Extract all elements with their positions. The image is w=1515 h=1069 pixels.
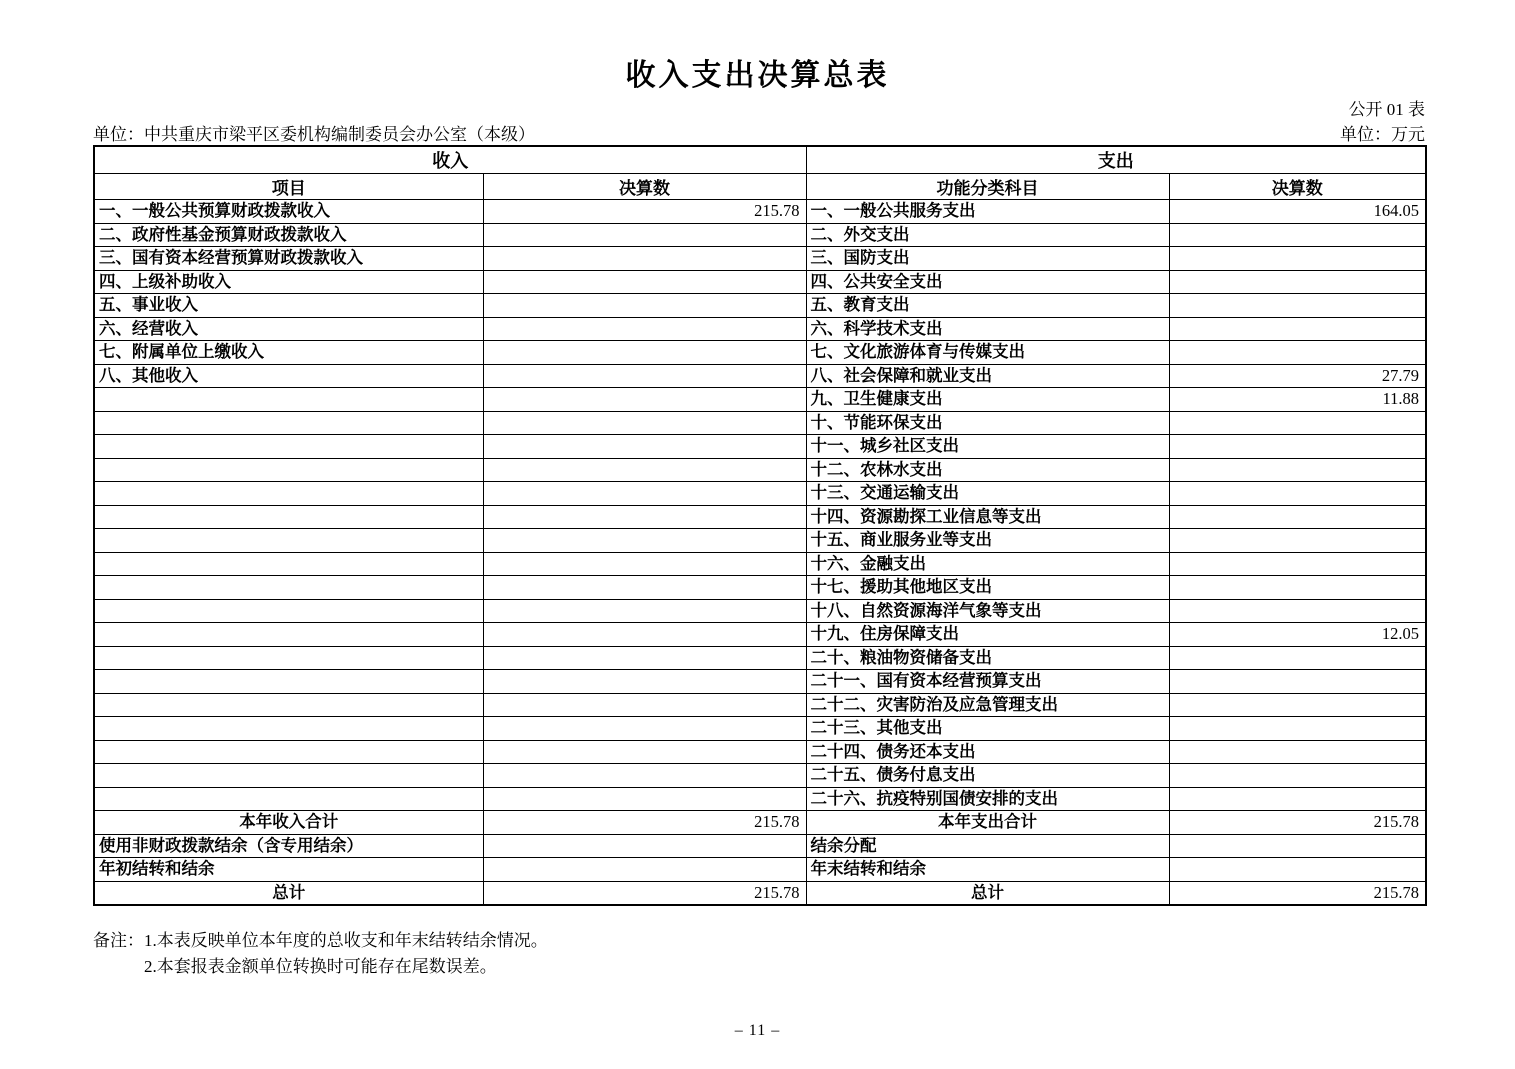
expense-item-cell: 总计	[806, 881, 1169, 905]
expense-item-cell: 十八、自然资源海洋气象等支出	[806, 599, 1169, 623]
note-1-text: 1.本表反映单位本年度的总收支和年末结转结余情况。	[144, 931, 548, 950]
expense-item-cell: 四、公共安全支出	[806, 270, 1169, 294]
table-row	[94, 623, 1426, 647]
income-amount-cell	[483, 458, 806, 482]
expense-amount-cell	[1169, 505, 1426, 529]
expense-amount-cell	[1169, 270, 1426, 294]
table-row	[94, 740, 1426, 764]
income-item-cell	[94, 505, 483, 529]
table-row	[94, 576, 1426, 600]
income-amount-cell	[483, 411, 806, 435]
table-row	[94, 670, 1426, 694]
notes-block	[93, 928, 548, 980]
income-amount-cell	[483, 787, 806, 811]
expense-item-cell: 十二、农林水支出	[806, 458, 1169, 482]
expense-item-cell: 二、外交支出	[806, 223, 1169, 247]
expense-amount-cell	[1169, 599, 1426, 623]
table-row	[94, 717, 1426, 741]
expense-item-cell: 本年支出合计	[806, 811, 1169, 835]
income-item-cell	[94, 411, 483, 435]
table-row	[94, 552, 1426, 576]
expense-item-cell: 结余分配	[806, 834, 1169, 858]
income-amount-cell	[483, 341, 806, 365]
expense-amount-cell	[1169, 247, 1426, 271]
income-item-cell	[94, 529, 483, 553]
expense-amount-cell	[1169, 294, 1426, 318]
income-amount-cell	[483, 223, 806, 247]
income-amount-cell	[483, 740, 806, 764]
expense-amount-cell	[1169, 787, 1426, 811]
income-item-cell	[94, 717, 483, 741]
income-amount-cell: 215.78	[483, 811, 806, 835]
expense-item-cell: 二十六、抗疫特别国债安排的支出	[806, 787, 1169, 811]
income-amount-cell: 215.78	[483, 200, 806, 224]
table-row	[94, 787, 1426, 811]
table-row	[94, 529, 1426, 553]
income-item-cell: 七、附属单位上缴收入	[94, 341, 483, 365]
income-item-cell	[94, 646, 483, 670]
income-amount-cell	[483, 388, 806, 412]
table-row	[94, 458, 1426, 482]
page-number: – 11 –	[734, 1022, 781, 1039]
table-row	[94, 834, 1426, 858]
expense-amount-cell	[1169, 858, 1426, 882]
unit-header-row	[93, 120, 1425, 145]
income-item-cell: 一、一般公共预算财政拨款收入	[94, 200, 483, 224]
income-amount-cell	[483, 858, 806, 882]
income-item-cell	[94, 482, 483, 506]
expense-amount-cell	[1169, 576, 1426, 600]
income-item-column-header: 项目	[94, 174, 483, 200]
income-item-cell	[94, 458, 483, 482]
table-row	[94, 599, 1426, 623]
table-row	[94, 881, 1426, 905]
expense-amount-cell	[1169, 411, 1426, 435]
expense-item-cell: 十一、城乡社区支出	[806, 435, 1169, 459]
expense-section-header: 支出	[806, 146, 1426, 174]
table-row	[94, 223, 1426, 247]
income-item-cell	[94, 740, 483, 764]
expense-amount-cell	[1169, 435, 1426, 459]
income-amount-cell: 215.78	[483, 881, 806, 905]
income-amount-cell	[483, 670, 806, 694]
income-item-cell: 八、其他收入	[94, 364, 483, 388]
income-amount-cell	[483, 623, 806, 647]
expense-amount-cell: 11.88	[1169, 388, 1426, 412]
income-item-cell	[94, 787, 483, 811]
expense-item-cell: 年末结转和结余	[806, 858, 1169, 882]
income-item-cell: 五、事业收入	[94, 294, 483, 318]
table-row	[94, 388, 1426, 412]
note-line-2	[93, 954, 548, 980]
expense-amount-cell	[1169, 223, 1426, 247]
expense-item-cell: 一、一般公共服务支出	[806, 200, 1169, 224]
income-amount-cell	[483, 435, 806, 459]
expense-item-cell: 十、节能环保支出	[806, 411, 1169, 435]
income-item-cell	[94, 435, 483, 459]
expense-amount-cell: 215.78	[1169, 881, 1426, 905]
expense-amount-cell	[1169, 458, 1426, 482]
table-row	[94, 858, 1426, 882]
table-code-label: 公开 01 表	[1348, 100, 1425, 119]
expense-amount-cell	[1169, 552, 1426, 576]
income-item-cell	[94, 388, 483, 412]
expense-item-cell: 六、科学技术支出	[806, 317, 1169, 341]
column-header-row	[94, 174, 1426, 200]
table-row	[94, 764, 1426, 788]
notes-label: 备注：	[93, 931, 144, 950]
expense-item-cell: 二十一、国有资本经营预算支出	[806, 670, 1169, 694]
note-2-text: 2.本套报表金额单位转换时可能存在尾数误差。	[144, 957, 497, 976]
expense-amount-cell	[1169, 529, 1426, 553]
income-item-cell	[94, 670, 483, 694]
income-amount-cell	[483, 529, 806, 553]
income-item-cell	[94, 764, 483, 788]
income-amount-cell	[483, 717, 806, 741]
expense-item-cell: 十五、商业服务业等支出	[806, 529, 1169, 553]
expense-item-cell: 二十四、债务还本支出	[806, 740, 1169, 764]
table-row	[94, 693, 1426, 717]
income-item-cell: 年初结转和结余	[94, 858, 483, 882]
income-amount-cell	[483, 764, 806, 788]
income-amount-cell	[483, 294, 806, 318]
income-amount-cell	[483, 364, 806, 388]
table-row	[94, 317, 1426, 341]
expense-item-cell: 二十、粮油物资储备支出	[806, 646, 1169, 670]
income-amount-cell	[483, 646, 806, 670]
expense-amount-cell: 27.79	[1169, 364, 1426, 388]
expense-amount-cell	[1169, 482, 1426, 506]
expense-item-cell: 二十三、其他支出	[806, 717, 1169, 741]
income-amount-column-header: 决算数	[483, 174, 806, 200]
income-item-cell	[94, 623, 483, 647]
expense-item-column-header: 功能分类科目	[806, 174, 1169, 200]
expense-amount-column-header: 决算数	[1169, 174, 1426, 200]
income-expense-summary-table	[93, 145, 1427, 906]
table-row	[94, 482, 1426, 506]
expense-amount-cell	[1169, 740, 1426, 764]
income-item-cell: 本年收入合计	[94, 811, 483, 835]
income-item-cell	[94, 599, 483, 623]
expense-amount-cell: 215.78	[1169, 811, 1426, 835]
expense-item-cell: 二十五、债务付息支出	[806, 764, 1169, 788]
table-row	[94, 270, 1426, 294]
income-amount-cell	[483, 599, 806, 623]
income-item-cell: 四、上级补助收入	[94, 270, 483, 294]
expense-item-cell: 十七、援助其他地区支出	[806, 576, 1169, 600]
income-amount-cell	[483, 270, 806, 294]
income-amount-cell	[483, 247, 806, 271]
expense-amount-cell	[1169, 646, 1426, 670]
expense-amount-cell	[1169, 764, 1426, 788]
table-row	[94, 294, 1426, 318]
income-item-cell: 二、政府性基金预算财政拨款收入	[94, 223, 483, 247]
expense-item-cell: 十三、交通运输支出	[806, 482, 1169, 506]
expense-item-cell: 五、教育支出	[806, 294, 1169, 318]
income-amount-cell	[483, 317, 806, 341]
table-row	[94, 364, 1426, 388]
income-amount-cell	[483, 505, 806, 529]
income-item-cell: 使用非财政拨款结余（含专用结余）	[94, 834, 483, 858]
income-item-cell	[94, 552, 483, 576]
income-item-cell: 六、经营收入	[94, 317, 483, 341]
money-unit-label: 单位：万元	[1340, 125, 1425, 144]
table-row	[94, 411, 1426, 435]
income-amount-cell	[483, 482, 806, 506]
income-section-header: 收入	[94, 146, 806, 174]
expense-amount-cell: 164.05	[1169, 200, 1426, 224]
expense-amount-cell	[1169, 341, 1426, 365]
expense-item-cell: 十六、金融支出	[806, 552, 1169, 576]
expense-amount-cell	[1169, 670, 1426, 694]
income-amount-cell	[483, 693, 806, 717]
expense-item-cell: 三、国防支出	[806, 247, 1169, 271]
expense-item-cell: 二十二、灾害防治及应急管理支出	[806, 693, 1169, 717]
table-row	[94, 200, 1426, 224]
expense-amount-cell: 12.05	[1169, 623, 1426, 647]
income-amount-cell	[483, 576, 806, 600]
expense-amount-cell	[1169, 717, 1426, 741]
expense-item-cell: 十九、住房保障支出	[806, 623, 1169, 647]
expense-amount-cell	[1169, 693, 1426, 717]
income-item-cell	[94, 576, 483, 600]
table-row	[94, 646, 1426, 670]
expense-item-cell: 十四、资源勘探工业信息等支出	[806, 505, 1169, 529]
income-amount-cell	[483, 552, 806, 576]
income-amount-cell	[483, 834, 806, 858]
income-item-cell	[94, 693, 483, 717]
expense-item-cell: 八、社会保障和就业支出	[806, 364, 1169, 388]
table-row	[94, 247, 1426, 271]
expense-item-cell: 七、文化旅游体育与传媒支出	[806, 341, 1169, 365]
section-header-row	[94, 146, 1426, 174]
page-title: 收入支出决算总表	[625, 59, 890, 92]
income-item-cell: 三、国有资本经营预算财政拨款收入	[94, 247, 483, 271]
table-row	[94, 505, 1426, 529]
income-item-cell: 总计	[94, 881, 483, 905]
expense-amount-cell	[1169, 834, 1426, 858]
note-line-1	[93, 928, 548, 954]
table-row	[94, 811, 1426, 835]
table-row	[94, 341, 1426, 365]
expense-amount-cell	[1169, 317, 1426, 341]
table-row	[94, 435, 1426, 459]
expense-item-cell: 九、卫生健康支出	[806, 388, 1169, 412]
organization-unit-label: 单位：中共重庆市梁平区委机构编制委员会办公室（本级）	[93, 125, 535, 144]
